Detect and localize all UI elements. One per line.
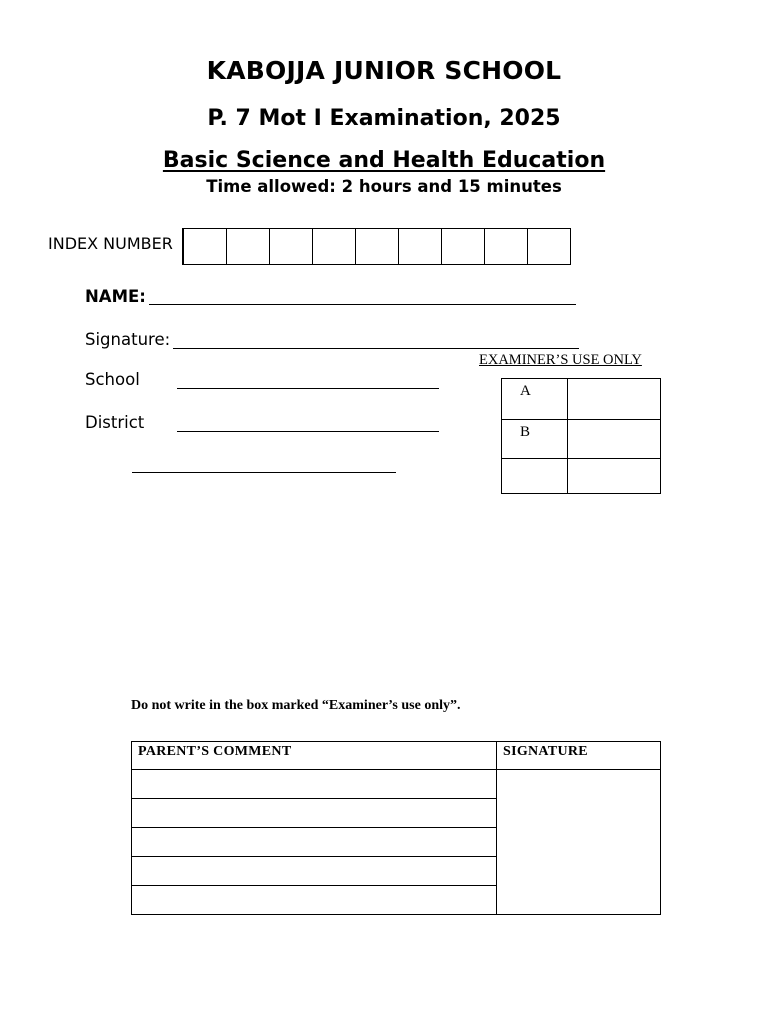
index-digit-box[interactable] xyxy=(227,228,270,265)
examiner-row-label xyxy=(502,379,568,420)
comment-header: PARENT’S COMMENT xyxy=(138,744,292,759)
school-label: School xyxy=(85,370,140,389)
examiner-row-label xyxy=(502,459,568,494)
examiner-score-cell[interactable] xyxy=(568,420,661,459)
index-digit-box[interactable] xyxy=(528,228,571,265)
total-label xyxy=(502,459,567,463)
exam-title: P. 7 Mot I Examination, 2025 xyxy=(207,106,561,131)
district-line[interactable] xyxy=(177,431,439,432)
comment-line[interactable] xyxy=(132,799,497,828)
name-label: NAME: xyxy=(85,287,146,306)
index-digit-box[interactable] xyxy=(313,228,356,265)
comment-line[interactable] xyxy=(132,886,497,915)
comment-line[interactable] xyxy=(132,857,497,886)
parent-signature-box[interactable] xyxy=(497,770,661,915)
signature-header: SIGNATURE xyxy=(503,744,588,759)
name-line[interactable] xyxy=(149,304,576,305)
school-name: KABOJJA JUNIOR SCHOOL xyxy=(206,56,562,85)
signature-line[interactable] xyxy=(173,348,579,349)
time-allowed: Time allowed: 2 hours and 15 minutes xyxy=(206,177,562,196)
index-digit-box[interactable] xyxy=(399,228,442,265)
examiner-use-title: EXAMINER’S USE ONLY xyxy=(479,352,642,368)
extra-line[interactable] xyxy=(132,472,396,473)
comment-line[interactable] xyxy=(132,828,497,857)
school-line[interactable] xyxy=(177,388,439,389)
examiner-table xyxy=(501,378,661,494)
index-number-label: INDEX NUMBER xyxy=(48,234,173,253)
examiner-score-cell[interactable] xyxy=(568,379,661,420)
section-a-label: A xyxy=(520,383,531,399)
index-number-boxes[interactable] xyxy=(182,228,571,265)
signature-header-cell xyxy=(497,742,661,770)
subject-title xyxy=(0,148,768,173)
parent-comment-table xyxy=(131,741,661,915)
subject-text: Basic Science and Health Education xyxy=(162,148,606,173)
examiner-row-label xyxy=(502,420,568,459)
index-digit-box[interactable] xyxy=(270,228,313,265)
index-digit-box[interactable] xyxy=(485,228,528,265)
instruction-note: Do not write in the box marked “Examiner’s use only”. xyxy=(131,698,461,713)
examiner-score-cell[interactable] xyxy=(568,459,661,494)
comment-header-cell xyxy=(132,742,497,770)
index-digit-box[interactable] xyxy=(184,228,227,265)
index-digit-box[interactable] xyxy=(356,228,399,265)
district-label: District xyxy=(85,413,145,432)
section-b-label: B xyxy=(520,424,531,440)
index-digit-box[interactable] xyxy=(442,228,485,265)
signature-label: Signature: xyxy=(85,330,171,349)
comment-line[interactable] xyxy=(132,770,497,799)
